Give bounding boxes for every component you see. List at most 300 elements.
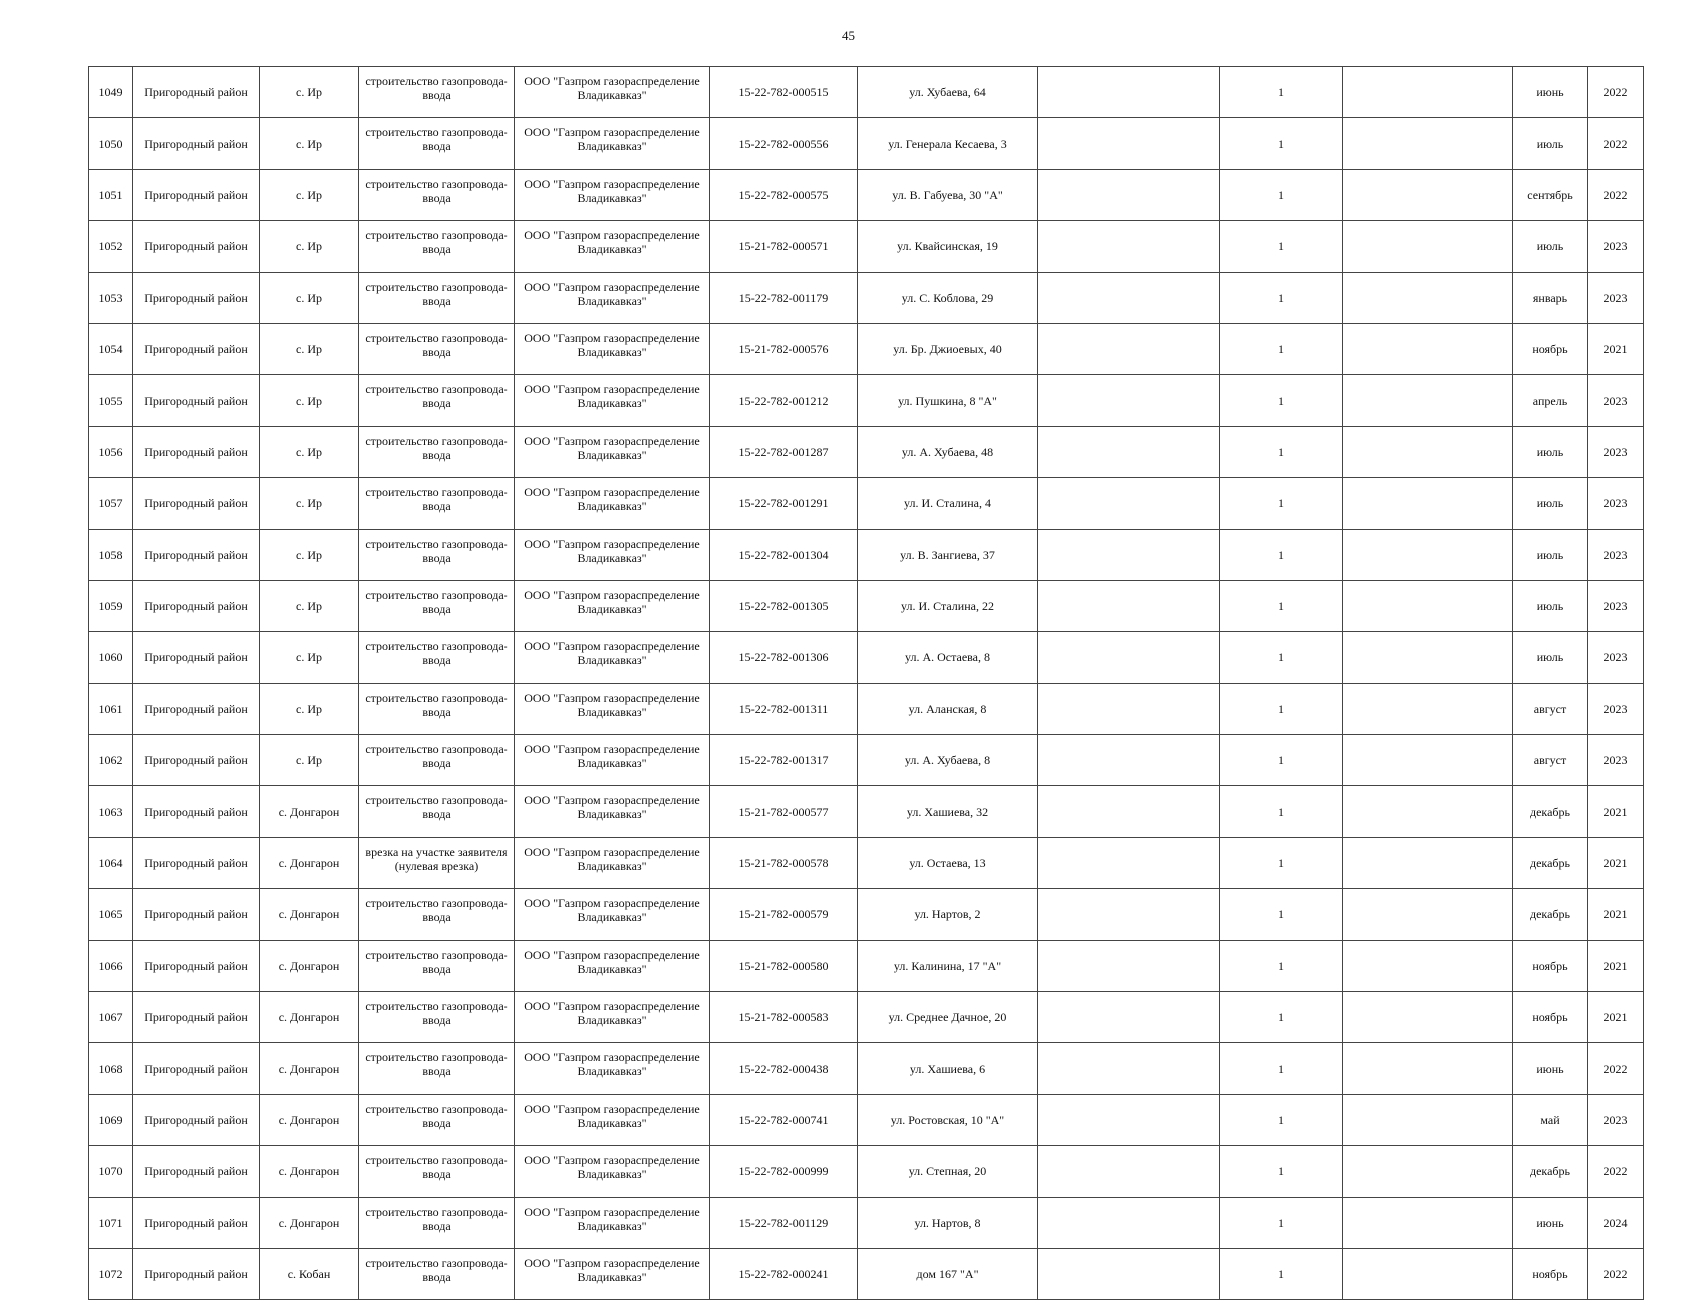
cell-empty	[1343, 735, 1513, 786]
cell-address: ул. Хашиева, 6	[858, 1043, 1038, 1094]
cell-quantity: 1	[1220, 375, 1343, 426]
cell-month: ноябрь	[1513, 323, 1588, 374]
cell-address: ул. Пушкина, 8 "А"	[858, 375, 1038, 426]
cell-address: ул. Квайсинская, 19	[858, 221, 1038, 272]
cell-district: Пригородный район	[133, 940, 260, 991]
cell-row-number: 1070	[89, 1146, 133, 1197]
cell-organization: ООО "Газпром газораспределение Владикавказ"	[515, 1146, 710, 1197]
cell-month: июль	[1513, 221, 1588, 272]
cell-quantity: 1	[1220, 1197, 1343, 1248]
cell-address: ул. Среднее Дачное, 20	[858, 992, 1038, 1043]
table-row	[89, 992, 1644, 1043]
cell-year: 2023	[1588, 1094, 1644, 1145]
cell-row-number: 1051	[89, 169, 133, 220]
cell-quantity: 1	[1220, 992, 1343, 1043]
cell-empty	[1343, 837, 1513, 888]
cell-empty	[1343, 1248, 1513, 1299]
cell-address: ул. Калинина, 17 "А"	[858, 940, 1038, 991]
table-row	[89, 683, 1644, 734]
cell-district: Пригородный район	[133, 118, 260, 169]
cell-work-type: строительство газопровода-ввода	[359, 169, 515, 220]
cell-application-code: 15-22-782-001129	[710, 1197, 858, 1248]
cell-empty	[1343, 683, 1513, 734]
cell-district: Пригородный район	[133, 323, 260, 374]
cell-year: 2023	[1588, 683, 1644, 734]
cell-empty	[1038, 580, 1220, 631]
cell-work-type: строительство газопровода-ввода	[359, 118, 515, 169]
cell-year: 2022	[1588, 1146, 1644, 1197]
cell-organization: ООО "Газпром газораспределение Владикавказ"	[515, 323, 710, 374]
cell-address: ул. Бр. Джиоевых, 40	[858, 323, 1038, 374]
cell-district: Пригородный район	[133, 735, 260, 786]
cell-empty	[1343, 992, 1513, 1043]
cell-empty	[1343, 786, 1513, 837]
cell-empty	[1038, 272, 1220, 323]
cell-empty	[1343, 1146, 1513, 1197]
cell-year: 2023	[1588, 478, 1644, 529]
cell-year: 2022	[1588, 1043, 1644, 1094]
cell-application-code: 15-21-782-000580	[710, 940, 858, 991]
cell-quantity: 1	[1220, 940, 1343, 991]
cell-address: ул. В. Габуева, 30 "А"	[858, 169, 1038, 220]
cell-application-code: 15-21-782-000583	[710, 992, 858, 1043]
table-row	[89, 1146, 1644, 1197]
cell-district: Пригородный район	[133, 786, 260, 837]
cell-empty	[1038, 323, 1220, 374]
cell-organization: ООО "Газпром газораспределение Владикавказ"	[515, 426, 710, 477]
cell-district: Пригородный район	[133, 169, 260, 220]
cell-application-code: 15-22-782-001317	[710, 735, 858, 786]
cell-month: июнь	[1513, 1197, 1588, 1248]
cell-quantity: 1	[1220, 67, 1343, 118]
cell-application-code: 15-21-782-000577	[710, 786, 858, 837]
cell-year: 2021	[1588, 323, 1644, 374]
cell-district: Пригородный район	[133, 992, 260, 1043]
cell-empty	[1038, 940, 1220, 991]
cell-organization: ООО "Газпром газораспределение Владикавказ"	[515, 580, 710, 631]
cell-application-code: 15-22-782-001304	[710, 529, 858, 580]
cell-empty	[1343, 940, 1513, 991]
cell-district: Пригородный район	[133, 529, 260, 580]
cell-district: Пригородный район	[133, 1146, 260, 1197]
cell-row-number: 1071	[89, 1197, 133, 1248]
cell-district: Пригородный район	[133, 272, 260, 323]
cell-application-code: 15-22-782-000999	[710, 1146, 858, 1197]
cell-settlement: с. Донгарон	[260, 992, 359, 1043]
cell-district: Пригородный район	[133, 221, 260, 272]
cell-empty	[1038, 67, 1220, 118]
cell-settlement: с. Донгарон	[260, 940, 359, 991]
cell-empty	[1038, 221, 1220, 272]
cell-address: ул. Хашиева, 32	[858, 786, 1038, 837]
cell-empty	[1343, 1197, 1513, 1248]
cell-empty	[1343, 529, 1513, 580]
cell-year: 2022	[1588, 1248, 1644, 1299]
cell-empty	[1343, 1094, 1513, 1145]
cell-organization: ООО "Газпром газораспределение Владикавказ"	[515, 1043, 710, 1094]
cell-row-number: 1050	[89, 118, 133, 169]
cell-organization: ООО "Газпром газораспределение Владикавказ"	[515, 992, 710, 1043]
cell-address: ул. Хубаева, 64	[858, 67, 1038, 118]
table-row	[89, 1094, 1644, 1145]
cell-address: ул. А. Остаева, 8	[858, 632, 1038, 683]
cell-row-number: 1059	[89, 580, 133, 631]
cell-row-number: 1062	[89, 735, 133, 786]
cell-settlement: с. Ир	[260, 118, 359, 169]
cell-address: ул. И. Сталина, 4	[858, 478, 1038, 529]
cell-row-number: 1064	[89, 837, 133, 888]
page-number: 45	[842, 28, 855, 43]
cell-month: декабрь	[1513, 837, 1588, 888]
cell-empty	[1038, 478, 1220, 529]
cell-work-type: строительство газопровода-ввода	[359, 683, 515, 734]
cell-organization: ООО "Газпром газораспределение Владикавказ"	[515, 272, 710, 323]
cell-organization: ООО "Газпром газораспределение Владикавказ"	[515, 683, 710, 734]
cell-application-code: 15-21-782-000578	[710, 837, 858, 888]
table-row	[89, 632, 1644, 683]
cell-district: Пригородный район	[133, 426, 260, 477]
cell-year: 2021	[1588, 940, 1644, 991]
cell-quantity: 1	[1220, 1043, 1343, 1094]
cell-quantity: 1	[1220, 221, 1343, 272]
cell-month: июль	[1513, 580, 1588, 631]
table-row	[89, 1197, 1644, 1248]
cell-month: июль	[1513, 632, 1588, 683]
cell-work-type: строительство газопровода-ввода	[359, 632, 515, 683]
cell-quantity: 1	[1220, 786, 1343, 837]
cell-month: сентябрь	[1513, 169, 1588, 220]
cell-year: 2023	[1588, 272, 1644, 323]
table-row	[89, 837, 1644, 888]
table-row	[89, 889, 1644, 940]
cell-row-number: 1055	[89, 375, 133, 426]
cell-quantity: 1	[1220, 1146, 1343, 1197]
cell-empty	[1038, 1197, 1220, 1248]
cell-settlement: с. Донгарон	[260, 1146, 359, 1197]
cell-row-number: 1072	[89, 1248, 133, 1299]
cell-month: декабрь	[1513, 786, 1588, 837]
cell-settlement: с. Ир	[260, 529, 359, 580]
cell-row-number: 1054	[89, 323, 133, 374]
table-row	[89, 940, 1644, 991]
cell-year: 2023	[1588, 529, 1644, 580]
cell-empty	[1038, 889, 1220, 940]
cell-empty	[1038, 683, 1220, 734]
cell-work-type: строительство газопровода-ввода	[359, 478, 515, 529]
cell-empty	[1343, 169, 1513, 220]
cell-month: июль	[1513, 118, 1588, 169]
cell-empty	[1343, 323, 1513, 374]
cell-empty	[1038, 1248, 1220, 1299]
cell-address: ул. А. Хубаева, 48	[858, 426, 1038, 477]
cell-work-type: врезка на участке заявителя (нулевая врезка)	[359, 837, 515, 888]
cell-application-code: 15-22-782-000241	[710, 1248, 858, 1299]
cell-settlement: с. Ир	[260, 478, 359, 529]
cell-work-type: строительство газопровода-ввода	[359, 1043, 515, 1094]
cell-year: 2023	[1588, 632, 1644, 683]
cell-empty	[1038, 837, 1220, 888]
cell-district: Пригородный район	[133, 1248, 260, 1299]
cell-application-code: 15-22-782-001179	[710, 272, 858, 323]
cell-settlement: с. Ир	[260, 221, 359, 272]
cell-organization: ООО "Газпром газораспределение Владикавказ"	[515, 1094, 710, 1145]
cell-quantity: 1	[1220, 529, 1343, 580]
cell-empty	[1343, 889, 1513, 940]
table-row	[89, 118, 1644, 169]
cell-organization: ООО "Газпром газораспределение Владикавказ"	[515, 837, 710, 888]
cell-address: ул. С. Коблова, 29	[858, 272, 1038, 323]
cell-month: август	[1513, 735, 1588, 786]
cell-month: ноябрь	[1513, 940, 1588, 991]
cell-district: Пригородный район	[133, 837, 260, 888]
table-row	[89, 272, 1644, 323]
cell-empty	[1038, 632, 1220, 683]
cell-quantity: 1	[1220, 889, 1343, 940]
cell-address: ул. Степная, 20	[858, 1146, 1038, 1197]
cell-settlement: с. Донгарон	[260, 1094, 359, 1145]
cell-row-number: 1056	[89, 426, 133, 477]
cell-quantity: 1	[1220, 1248, 1343, 1299]
cell-row-number: 1063	[89, 786, 133, 837]
table-row	[89, 323, 1644, 374]
table-row	[89, 1043, 1644, 1094]
cell-month: июль	[1513, 478, 1588, 529]
cell-application-code: 15-22-782-001287	[710, 426, 858, 477]
cell-application-code: 15-22-782-001291	[710, 478, 858, 529]
cell-empty	[1343, 67, 1513, 118]
cell-month: август	[1513, 683, 1588, 734]
cell-organization: ООО "Газпром газораспределение Владикавказ"	[515, 786, 710, 837]
cell-quantity: 1	[1220, 683, 1343, 734]
cell-application-code: 15-22-782-001311	[710, 683, 858, 734]
cell-empty	[1038, 169, 1220, 220]
table-row	[89, 529, 1644, 580]
cell-settlement: с. Донгарон	[260, 1197, 359, 1248]
cell-work-type: строительство газопровода-ввода	[359, 940, 515, 991]
cell-quantity: 1	[1220, 272, 1343, 323]
cell-quantity: 1	[1220, 580, 1343, 631]
cell-work-type: строительство газопровода-ввода	[359, 1146, 515, 1197]
cell-application-code: 15-22-782-000575	[710, 169, 858, 220]
cell-empty	[1038, 735, 1220, 786]
cell-address: ул. Остаева, 13	[858, 837, 1038, 888]
cell-month: декабрь	[1513, 889, 1588, 940]
table-row	[89, 580, 1644, 631]
cell-row-number: 1060	[89, 632, 133, 683]
cell-application-code: 15-22-782-000515	[710, 67, 858, 118]
cell-row-number: 1069	[89, 1094, 133, 1145]
cell-address: ул. Генерала Кесаева, 3	[858, 118, 1038, 169]
cell-year: 2021	[1588, 837, 1644, 888]
cell-address: дом 167 "А"	[858, 1248, 1038, 1299]
table-row	[89, 169, 1644, 220]
cell-empty	[1343, 221, 1513, 272]
cell-empty	[1038, 529, 1220, 580]
cell-empty	[1038, 992, 1220, 1043]
cell-year: 2024	[1588, 1197, 1644, 1248]
cell-application-code: 15-21-782-000571	[710, 221, 858, 272]
cell-organization: ООО "Газпром газораспределение Владикавказ"	[515, 118, 710, 169]
cell-address: ул. А. Хубаева, 8	[858, 735, 1038, 786]
cell-organization: ООО "Газпром газораспределение Владикавказ"	[515, 735, 710, 786]
cell-work-type: строительство газопровода-ввода	[359, 786, 515, 837]
cell-district: Пригородный район	[133, 1094, 260, 1145]
cell-application-code: 15-22-782-001212	[710, 375, 858, 426]
cell-empty	[1038, 1094, 1220, 1145]
cell-row-number: 1061	[89, 683, 133, 734]
cell-empty	[1343, 632, 1513, 683]
cell-organization: ООО "Газпром газораспределение Владикавказ"	[515, 940, 710, 991]
cell-work-type: строительство газопровода-ввода	[359, 426, 515, 477]
cell-address: ул. В. Зангиева, 37	[858, 529, 1038, 580]
cell-settlement: с. Донгарон	[260, 786, 359, 837]
cell-empty	[1343, 375, 1513, 426]
cell-work-type: строительство газопровода-ввода	[359, 1094, 515, 1145]
cell-application-code: 15-22-782-001306	[710, 632, 858, 683]
cell-row-number: 1053	[89, 272, 133, 323]
cell-settlement: с. Ир	[260, 323, 359, 374]
cell-settlement: с. Донгарон	[260, 889, 359, 940]
cell-settlement: с. Ир	[260, 375, 359, 426]
cell-quantity: 1	[1220, 837, 1343, 888]
cell-work-type: строительство газопровода-ввода	[359, 1197, 515, 1248]
cell-row-number: 1068	[89, 1043, 133, 1094]
cell-district: Пригородный район	[133, 1043, 260, 1094]
cell-settlement: с. Кобан	[260, 1248, 359, 1299]
cell-empty	[1343, 272, 1513, 323]
cell-quantity: 1	[1220, 323, 1343, 374]
cell-work-type: строительство газопровода-ввода	[359, 580, 515, 631]
cell-month: июль	[1513, 529, 1588, 580]
cell-year: 2021	[1588, 786, 1644, 837]
cell-month: январь	[1513, 272, 1588, 323]
cell-work-type: строительство газопровода-ввода	[359, 529, 515, 580]
cell-address: ул. Аланская, 8	[858, 683, 1038, 734]
cell-work-type: строительство газопровода-ввода	[359, 67, 515, 118]
cell-district: Пригородный район	[133, 632, 260, 683]
cell-settlement: с. Ир	[260, 426, 359, 477]
cell-empty	[1038, 1043, 1220, 1094]
registry-table-body	[89, 67, 1644, 1300]
cell-row-number: 1052	[89, 221, 133, 272]
cell-organization: ООО "Газпром газораспределение Владикавказ"	[515, 1197, 710, 1248]
cell-row-number: 1058	[89, 529, 133, 580]
cell-month: декабрь	[1513, 1146, 1588, 1197]
cell-work-type: строительство газопровода-ввода	[359, 375, 515, 426]
cell-district: Пригородный район	[133, 889, 260, 940]
cell-application-code: 15-22-782-000741	[710, 1094, 858, 1145]
cell-settlement: с. Ир	[260, 735, 359, 786]
cell-work-type: строительство газопровода-ввода	[359, 1248, 515, 1299]
cell-settlement: с. Ир	[260, 683, 359, 734]
cell-settlement: с. Ир	[260, 169, 359, 220]
cell-row-number: 1067	[89, 992, 133, 1043]
table-row	[89, 67, 1644, 118]
cell-empty	[1343, 478, 1513, 529]
cell-year: 2021	[1588, 889, 1644, 940]
cell-year: 2023	[1588, 735, 1644, 786]
cell-row-number: 1066	[89, 940, 133, 991]
cell-quantity: 1	[1220, 478, 1343, 529]
cell-district: Пригородный район	[133, 375, 260, 426]
cell-district: Пригородный район	[133, 580, 260, 631]
registry-table	[88, 66, 1644, 1300]
cell-empty	[1038, 118, 1220, 169]
cell-empty	[1343, 118, 1513, 169]
cell-settlement: с. Донгарон	[260, 1043, 359, 1094]
cell-work-type: строительство газопровода-ввода	[359, 272, 515, 323]
cell-quantity: 1	[1220, 1094, 1343, 1145]
cell-work-type: строительство газопровода-ввода	[359, 735, 515, 786]
cell-settlement: с. Ир	[260, 272, 359, 323]
cell-quantity: 1	[1220, 735, 1343, 786]
cell-year: 2022	[1588, 118, 1644, 169]
cell-year: 2023	[1588, 221, 1644, 272]
cell-address: ул. И. Сталина, 22	[858, 580, 1038, 631]
cell-year: 2023	[1588, 375, 1644, 426]
cell-year: 2022	[1588, 67, 1644, 118]
cell-month: июнь	[1513, 67, 1588, 118]
cell-work-type: строительство газопровода-ввода	[359, 992, 515, 1043]
cell-address: ул. Ростовская, 10 "А"	[858, 1094, 1038, 1145]
cell-district: Пригородный район	[133, 683, 260, 734]
cell-year: 2021	[1588, 992, 1644, 1043]
cell-month: ноябрь	[1513, 992, 1588, 1043]
cell-month: апрель	[1513, 375, 1588, 426]
cell-organization: ООО "Газпром газораспределение Владикавказ"	[515, 169, 710, 220]
cell-organization: ООО "Газпром газораспределение Владикавказ"	[515, 478, 710, 529]
cell-application-code: 15-22-782-000438	[710, 1043, 858, 1094]
cell-quantity: 1	[1220, 169, 1343, 220]
cell-quantity: 1	[1220, 118, 1343, 169]
table-row	[89, 786, 1644, 837]
cell-organization: ООО "Газпром газораспределение Владикавказ"	[515, 529, 710, 580]
cell-application-code: 15-22-782-000556	[710, 118, 858, 169]
table-row	[89, 426, 1644, 477]
cell-year: 2023	[1588, 580, 1644, 631]
cell-empty	[1038, 786, 1220, 837]
cell-organization: ООО "Газпром газораспределение Владикавказ"	[515, 1248, 710, 1299]
cell-year: 2023	[1588, 426, 1644, 477]
cell-row-number: 1065	[89, 889, 133, 940]
cell-month: июль	[1513, 426, 1588, 477]
cell-empty	[1343, 1043, 1513, 1094]
cell-district: Пригородный район	[133, 67, 260, 118]
cell-empty	[1038, 375, 1220, 426]
cell-application-code: 15-21-782-000579	[710, 889, 858, 940]
table-row	[89, 221, 1644, 272]
cell-organization: ООО "Газпром газораспределение Владикавказ"	[515, 375, 710, 426]
cell-month: июнь	[1513, 1043, 1588, 1094]
cell-work-type: строительство газопровода-ввода	[359, 889, 515, 940]
cell-settlement: с. Донгарон	[260, 837, 359, 888]
cell-row-number: 1057	[89, 478, 133, 529]
cell-row-number: 1049	[89, 67, 133, 118]
cell-organization: ООО "Газпром газораспределение Владикавказ"	[515, 632, 710, 683]
cell-settlement: с. Ир	[260, 632, 359, 683]
cell-settlement: с. Ир	[260, 580, 359, 631]
cell-address: ул. Нартов, 2	[858, 889, 1038, 940]
cell-district: Пригородный район	[133, 1197, 260, 1248]
cell-quantity: 1	[1220, 632, 1343, 683]
cell-organization: ООО "Газпром газораспределение Владикавказ"	[515, 67, 710, 118]
cell-settlement: с. Ир	[260, 67, 359, 118]
table-row	[89, 375, 1644, 426]
cell-year: 2022	[1588, 169, 1644, 220]
table-row	[89, 1248, 1644, 1299]
cell-month: май	[1513, 1094, 1588, 1145]
cell-organization: ООО "Газпром газораспределение Владикавказ"	[515, 221, 710, 272]
